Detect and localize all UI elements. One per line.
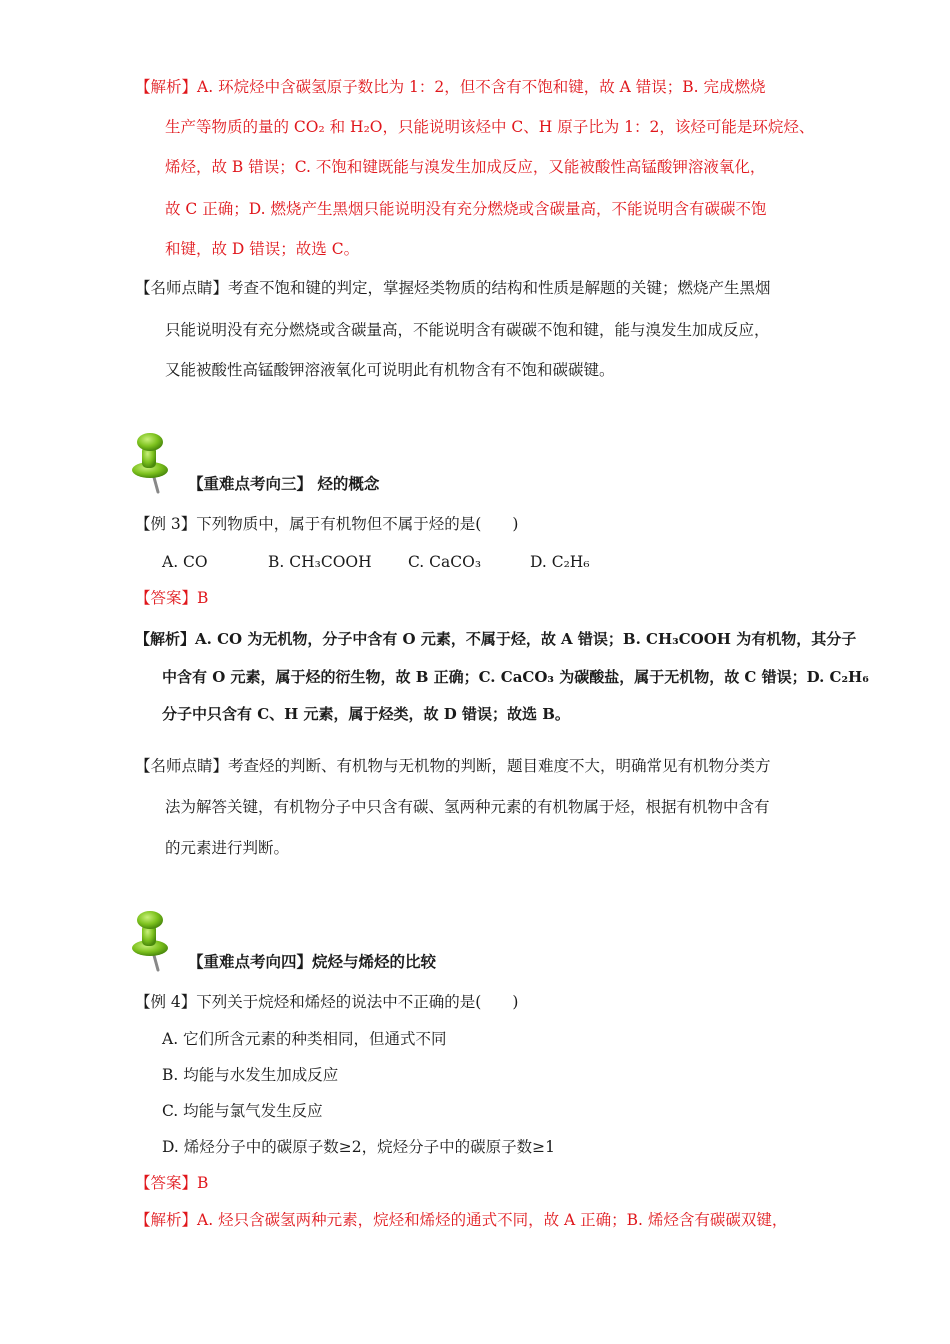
- example-3-option-b: B. CH₃COOH: [268, 553, 372, 571]
- answer-value: B: [197, 589, 209, 607]
- analysis-1-line-4: 故 C 正确；D. 燃烧产生黑烟只能说明没有充分燃烧或含碳量高，不能说明含有碳碳不饱: [165, 200, 767, 218]
- analysis-1-line-2: 生产等物质的量的 CO₂ 和 H₂O，只能说明该烃中 C、H 原子比为 1：2，该烃可能是环烷烃、: [165, 118, 815, 136]
- pushpin-icon: [128, 908, 184, 974]
- tip-3-line-3: 的元素进行判断。: [165, 839, 290, 857]
- analysis-tag: 【解析】: [135, 78, 198, 96]
- analysis-3-line-2: 中含有 O 元素，属于烃的衍生物，故 B 正确；C. CaCO₃ 为碳酸盐，属于无机物，故 C 错误；D. C₂H₆: [162, 668, 869, 686]
- tip-3-line-2: 法为解答关键，有机物分子中只含有碳、氢两种元素的有机物属于烃，根据有机物中含有: [165, 798, 770, 816]
- section-3-heading: 【重难点考向三】 烃的概念: [188, 474, 380, 493]
- answer-4: 【答案】B: [135, 1174, 209, 1192]
- example-4-option-c: C. 均能与氯气发生反应: [162, 1102, 323, 1120]
- example-3-option-a: A. CO: [162, 553, 208, 571]
- analysis-3-line-1: 【解析】A. CO 为无机物，分子中含有 O 元素，不属于烃，故 A 错误；B. CH₃COOH 为有机物，其分子: [135, 630, 857, 648]
- tip-1-line-1: 【名师点睛】考查不饱和键的判定，掌握烃类物质的结构和性质是解题的关键；燃烧产生黑烟: [135, 279, 771, 297]
- answer-3: 【答案】B: [135, 589, 209, 607]
- example-4-option-a: A. 它们所含元素的种类相同，但通式不同: [162, 1030, 447, 1048]
- tip-1-line-2: 只能说明没有充分燃烧或含碳量高，不能说明含有碳碳不饱和键，能与溴发生加成反应，: [165, 321, 770, 339]
- pushpin-icon: [128, 430, 184, 496]
- tip-tag: 【名师点睛】: [135, 279, 229, 297]
- example-4-option-d: D. 烯烃分子中的碳原子数≥2，烷烃分子中的碳原子数≥1: [162, 1138, 555, 1156]
- example-3-question: 【例 3】下列物质中，属于有机物但不属于烃的是( ): [135, 515, 519, 533]
- example-4-question: 【例 4】下列关于烷烃和烯烃的说法中不正确的是( ): [135, 993, 519, 1011]
- analysis-3-line-3: 分子中只含有 C、H 元素，属于烃类，故 D 错误；故选 B。: [162, 705, 570, 723]
- section-4-heading: 【重难点考向四】烷烃与烯烃的比较: [188, 952, 437, 971]
- example-3-option-d: D. C₂H₆: [530, 553, 590, 571]
- analysis-1-line-3: 烯烃，故 B 错误；C. 不饱和键既能与溴发生加成反应，又能被酸性高锰酸钾溶液氧化，: [165, 158, 766, 176]
- analysis-1-line-5: 和键，故 D 错误；故选 C。: [165, 240, 360, 258]
- example-3-option-c: C. CaCO₃: [408, 553, 482, 571]
- analysis-4-line-1: 【解析】A. 烃只含碳氢两种元素，烷烃和烯烃的通式不同，故 A 正确；B. 烯烃含有碳碳双键，: [135, 1211, 788, 1229]
- tip-3-line-1: 【名师点睛】考查烃的判断、有机物与无机物的判断，题目难度不大，明确常见有机物分类方: [135, 757, 771, 775]
- answer-value: B: [197, 1174, 209, 1192]
- tip-1-line-3: 又能被酸性高锰酸钾溶液氧化可说明此有机物含有不饱和碳碳键。: [165, 361, 615, 379]
- example-4-option-b: B. 均能与水发生加成反应: [162, 1066, 339, 1084]
- analysis-1-line-1: 【解析】A. 环烷烃中含碳氢原子数比为 1：2，但不含有不饱和键，故 A 错误；B. 完成燃烧: [135, 78, 766, 96]
